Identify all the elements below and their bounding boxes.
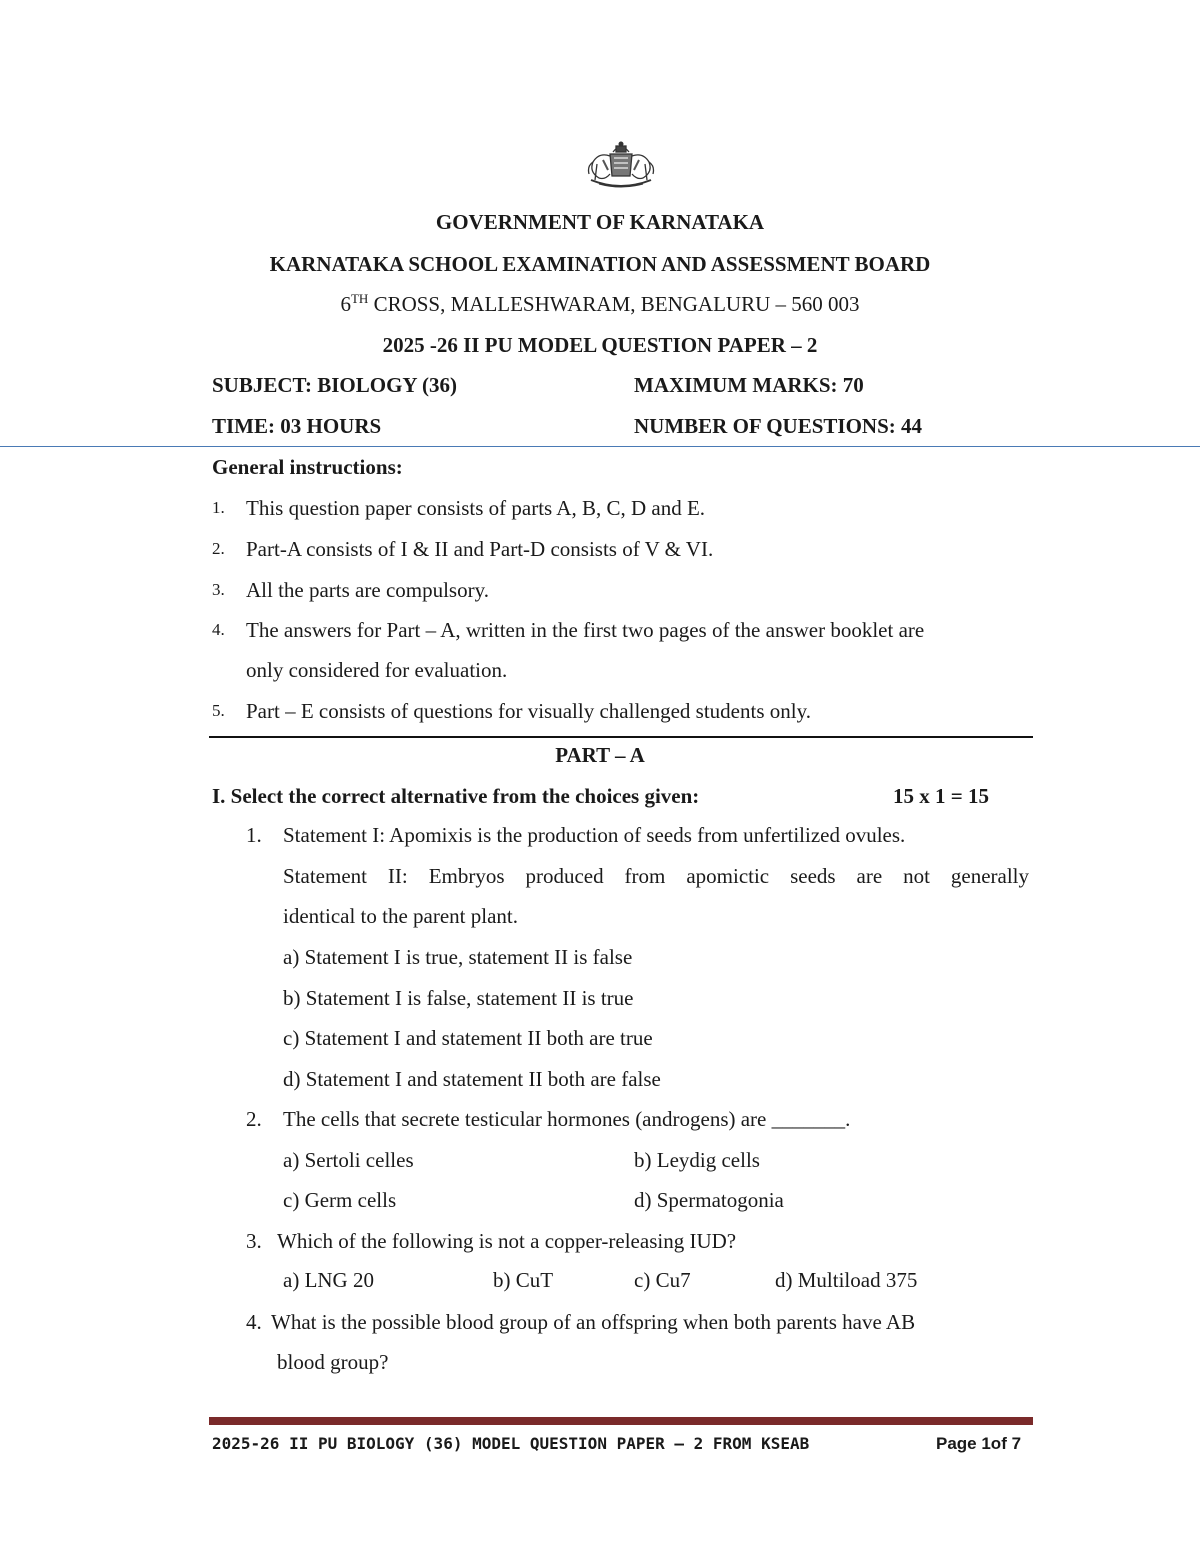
page-number: Page 1of 7 [936,1434,1022,1453]
section-heading: I. Select the correct alternative from the choices given: [212,784,700,808]
part-a-title: PART – A [555,743,645,767]
question-text: Which of the following is not a copper-releasing IUD? [277,1229,737,1253]
question-text: Statement II: Embryos produced from apomictic seeds are not generally [283,864,1029,888]
answer-option: d) Multiload 375 [775,1268,918,1292]
board-address: 6TH CROSS, MALLESHWARAM, BENGALURU – 560 003 [340,291,860,316]
answer-option: a) Sertoli celles [283,1148,414,1172]
question-number: 3. [246,1229,262,1253]
question-text: blood group? [277,1350,389,1374]
answer-option: b) Statement I is false, statement II is true [283,986,634,1010]
answer-option: a) LNG 20 [283,1268,374,1292]
instruction-item: This question paper consists of parts A, B, C, D and E. [246,496,706,520]
subject-label: SUBJECT: BIOLOGY (36) [212,373,458,397]
max-marks-label: MAXIMUM MARKS: 70 [634,373,864,397]
instructions-heading: General instructions: [212,455,403,479]
header-divider [0,446,1200,447]
question-text: Statement I: Apomixis is the production of seeds from unfertilized ovules. [283,823,906,847]
answer-option: c) Germ cells [283,1188,397,1212]
instruction-item: Part-A consists of I & II and Part-D consists of V & VI. [246,537,714,561]
footer-title: 2025-26 II PU BIOLOGY (36) MODEL QUESTION PAPER – 2 FROM KSEAB [212,1434,810,1453]
instruction-item-continued: only considered for evaluation. [246,658,508,682]
question-number: 4. [246,1310,262,1334]
section-marks: 15 x 1 = 15 [893,784,989,808]
instruction-number: 4. [212,620,225,639]
question-number: 2. [246,1107,262,1131]
instruction-item: Part – E consists of questions for visually challenged students only. [246,699,811,723]
instruction-number: 5. [212,701,225,720]
government-title: GOVERNMENT OF KARNATAKA [435,210,765,234]
instruction-number: 2. [212,539,225,558]
question-text: What is the possible blood group of an offspring when both parents have AB [271,1310,916,1334]
answer-option: d) Spermatogonia [634,1188,784,1212]
instruction-item: All the parts are compulsory. [246,578,489,602]
time-label: TIME: 03 HOURS [212,414,382,438]
answer-option: b) CuT [493,1268,554,1292]
question-text: identical to the parent plant. [283,904,518,928]
instruction-item: The answers for Part – A, written in the first two pages of the answer booklet are [246,618,925,642]
instruction-number: 1. [212,498,225,517]
instruction-number: 3. [212,580,225,599]
num-questions-label: NUMBER OF QUESTIONS: 44 [634,414,923,438]
instructions-divider [209,736,1033,738]
footer-bar [209,1417,1033,1425]
answer-option: a) Statement I is true, statement II is false [283,945,633,969]
answer-option: b) Leydig cells [634,1148,760,1172]
question-text: The cells that secrete testicular hormones (androgens) are _______. [283,1107,851,1131]
answer-option: d) Statement I and statement II both are false [283,1067,661,1091]
paper-title: 2025 -26 II PU MODEL QUESTION PAPER – 2 [382,333,818,357]
question-number: 1. [246,823,262,847]
karnataka-emblem-icon [583,140,659,196]
answer-option: c) Cu7 [634,1268,691,1292]
board-title: KARNATAKA SCHOOL EXAMINATION AND ASSESSMENT BOARD [269,252,931,276]
answer-option: c) Statement I and statement II both are true [283,1026,653,1050]
